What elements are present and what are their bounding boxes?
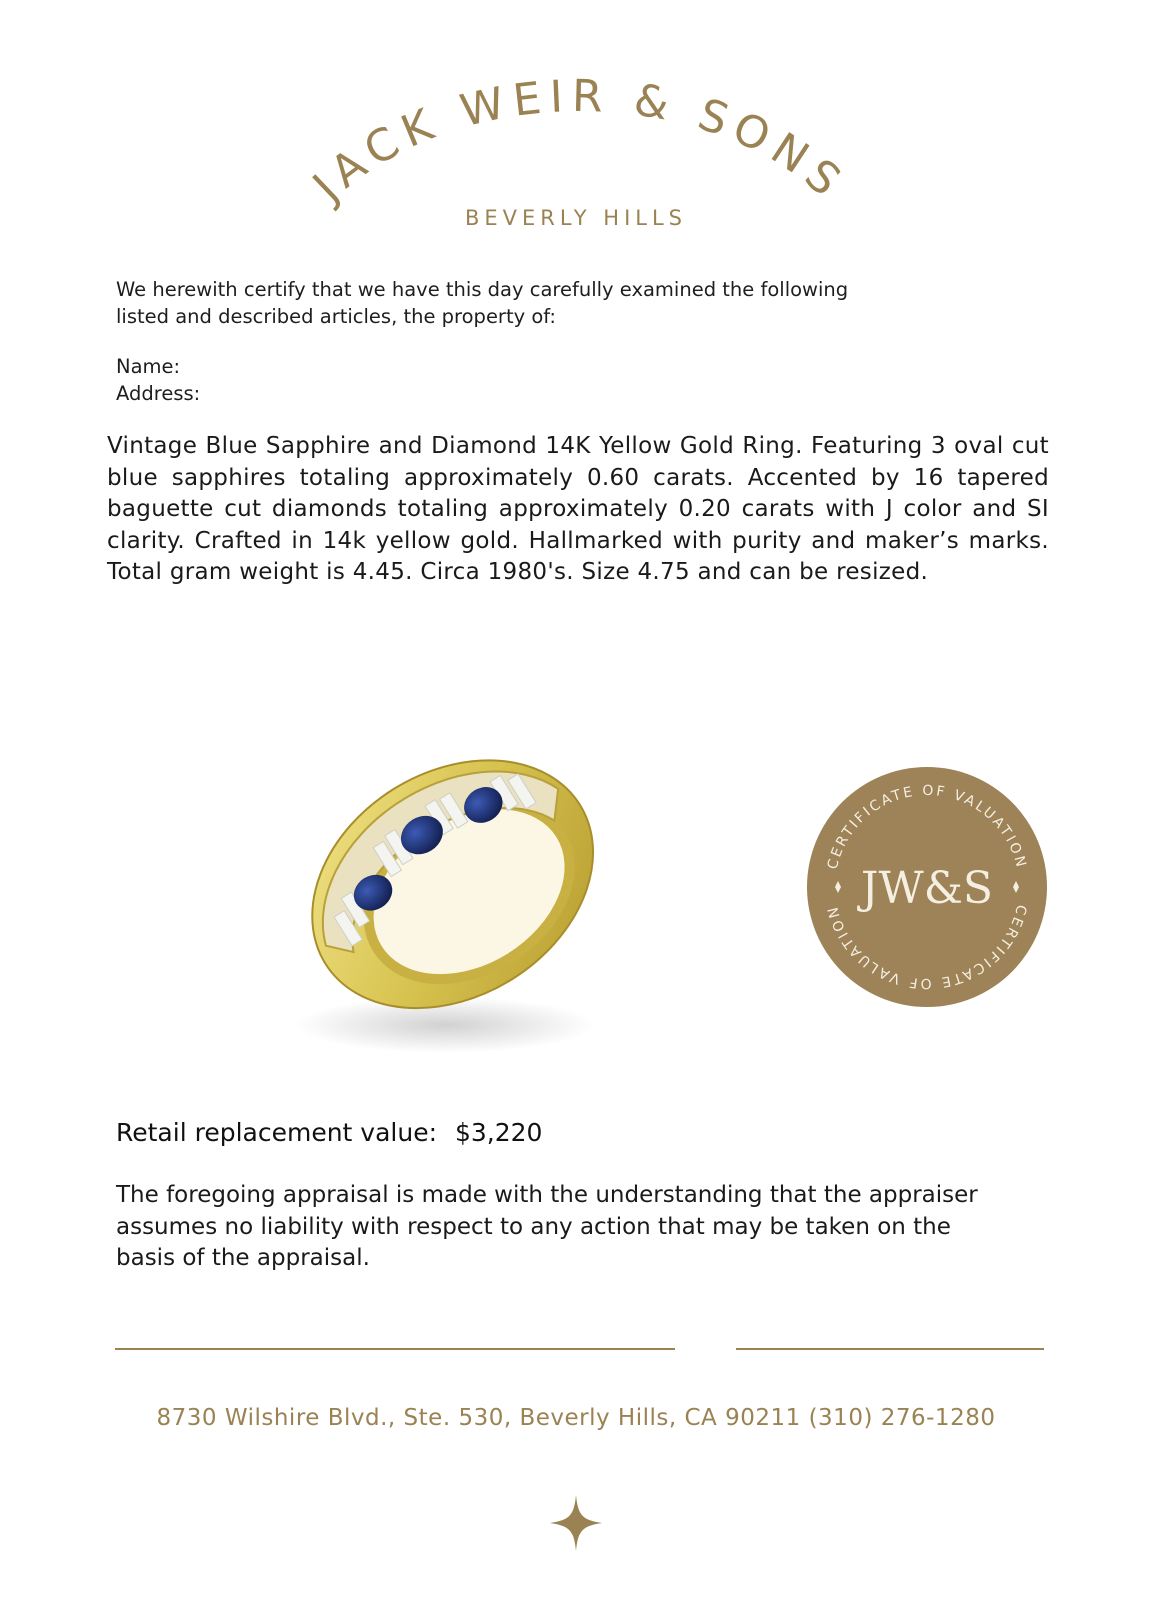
certificate-seal (805, 765, 1049, 1009)
seal-ring-text-top: CERTIFICATE OF VALUATION (824, 782, 1030, 872)
address-label: Address: (116, 382, 201, 405)
certification-intro: We herewith certify that we have this day carefully examined the following listed and described articles, the property of: (116, 278, 849, 328)
four-point-star-icon (548, 1493, 604, 1553)
signature-line-right (736, 1348, 1044, 1350)
ring-photo (270, 700, 630, 1080)
item-description: Vintage Blue Sapphire and Diamond 14K Yellow Gold Ring. Featuring 3 oval cut blue sapphires totaling approximately 0.60 carats. Accented by 16 tapered baguette cut diamonds totaling approximately 0.20 carats with J color and SI clarity. Crafted in 14k yellow gold. Hallmarked with purity and maker’s marks. Total gram weight is 4.45. Circa 1980's. Size 4.75 and can be resized. (107, 433, 1049, 585)
value-label: Retail replacement value: (116, 1118, 437, 1147)
name-label: Name: (116, 355, 181, 378)
value-amount: $3,220 (454, 1118, 543, 1147)
svg-text:JACK WEIR & SONS (301, 71, 855, 214)
appraisal-disclaimer: The foregoing appraisal is made with the understanding that the appraiser assumes no liability with respect to any action that may be taken on the basis of the appraisal. (116, 1182, 978, 1271)
brand-name: JACK WEIR & SONS (303, 70, 856, 212)
footer-address: 8730 Wilshire Blvd., Ste. 530, Beverly Hills, CA 90211 (310) 276-1280 (156, 1405, 996, 1431)
seal-ring-text-bottom: CERTIFICATE OF VALUATION (824, 902, 1030, 992)
brand-logo (0, 0, 1152, 240)
brand-location: BEVERLY HILLS (464, 206, 688, 230)
signature-line-left (115, 1348, 675, 1350)
seal-monogram: JW&S (860, 863, 994, 914)
replacement-value (116, 1118, 542, 1147)
